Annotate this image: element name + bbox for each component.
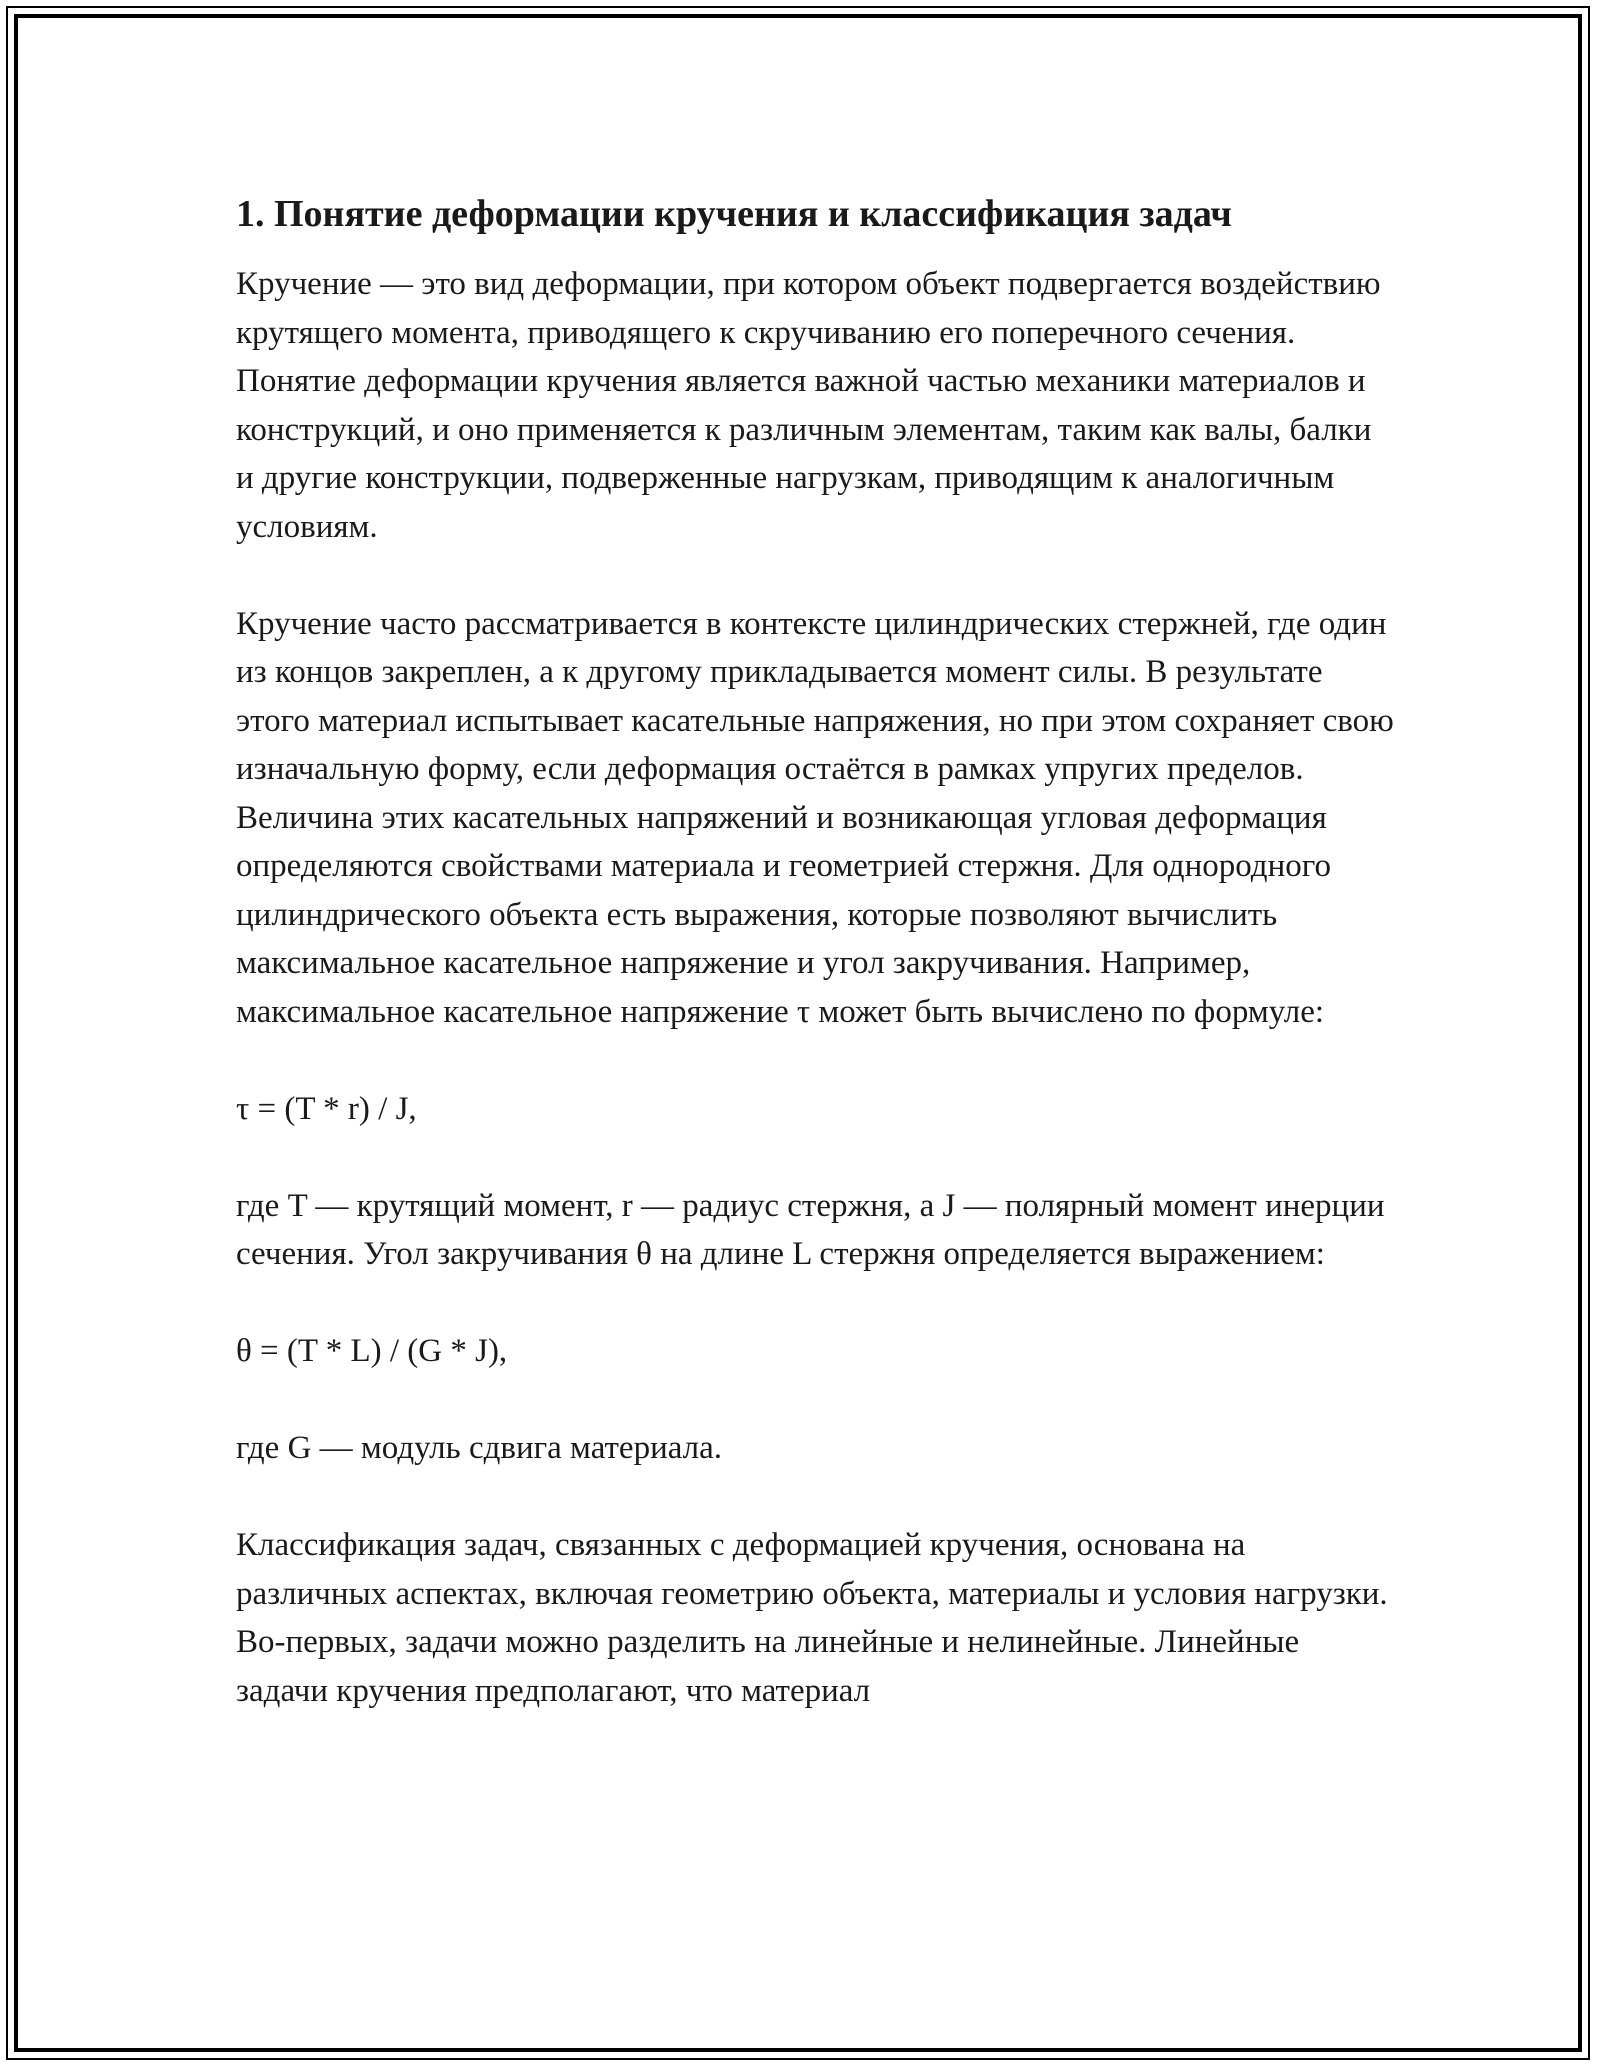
paragraph-cylindrical-rods: Кручение часто рассматривается в контексте цилиндрических стержней, где один из концов закреплен, а к другому прикладывается момент силы. В результате этого материал испытывает касательные напряжения, но при этом сохраняет свою изначальную форму, если деформация остаётся в рамках упругих пределов. Величина этих касательных напряжений и возникающая угловая деформация определяются свойствами материала и геометрией стержня. Для однородного цилиндрического объекта есть выражения, которые позволяют вычислить максимальное касательное напряжение и угол закручивания. Например, максимальное касательное напряжение τ может быть вычислено по формуле: bbox=[236, 605, 1394, 1030]
formula-twist-angle: θ = (T * L) / (G * J), bbox=[236, 1333, 508, 1369]
paragraph-formula-terms: где T — крутящий момент, r — радиус стержня, а J — полярный момент инерции сечения. Угол закручивания θ на длине L стержня определяется выражением: bbox=[236, 1187, 1385, 1272]
document-body bbox=[236, 188, 1396, 1715]
section-heading: 1. Понятие деформации кручения и классификация задач bbox=[236, 193, 1232, 235]
formula-shear-stress: τ = (T * r) / J, bbox=[236, 1090, 417, 1127]
paragraph-classification: Классификация задач, связанных с деформацией кручения, основана на различных аспектах, включая геометрию объекта, материалы и условия нагрузки. Во-первых, задачи можно разделить на линейные и нелинейные. Линейные задачи кручения предполагают, что материал bbox=[236, 1527, 1388, 1709]
paragraph-torsion-definition: Кручение — это вид деформации, при котором объект подвергается воздействию крутящего момента, приводящего к скручиванию его поперечного сечения. Понятие деформации кручения является важной частью механики материалов и конструкций, и оно применяется к различным элементам, таким как валы, балки и другие конструкции, подверженные нагрузкам, приводящим к аналогичным условиям. bbox=[236, 266, 1381, 545]
paragraph-shear-modulus: где G — модуль сдвига материала. bbox=[236, 1430, 723, 1466]
